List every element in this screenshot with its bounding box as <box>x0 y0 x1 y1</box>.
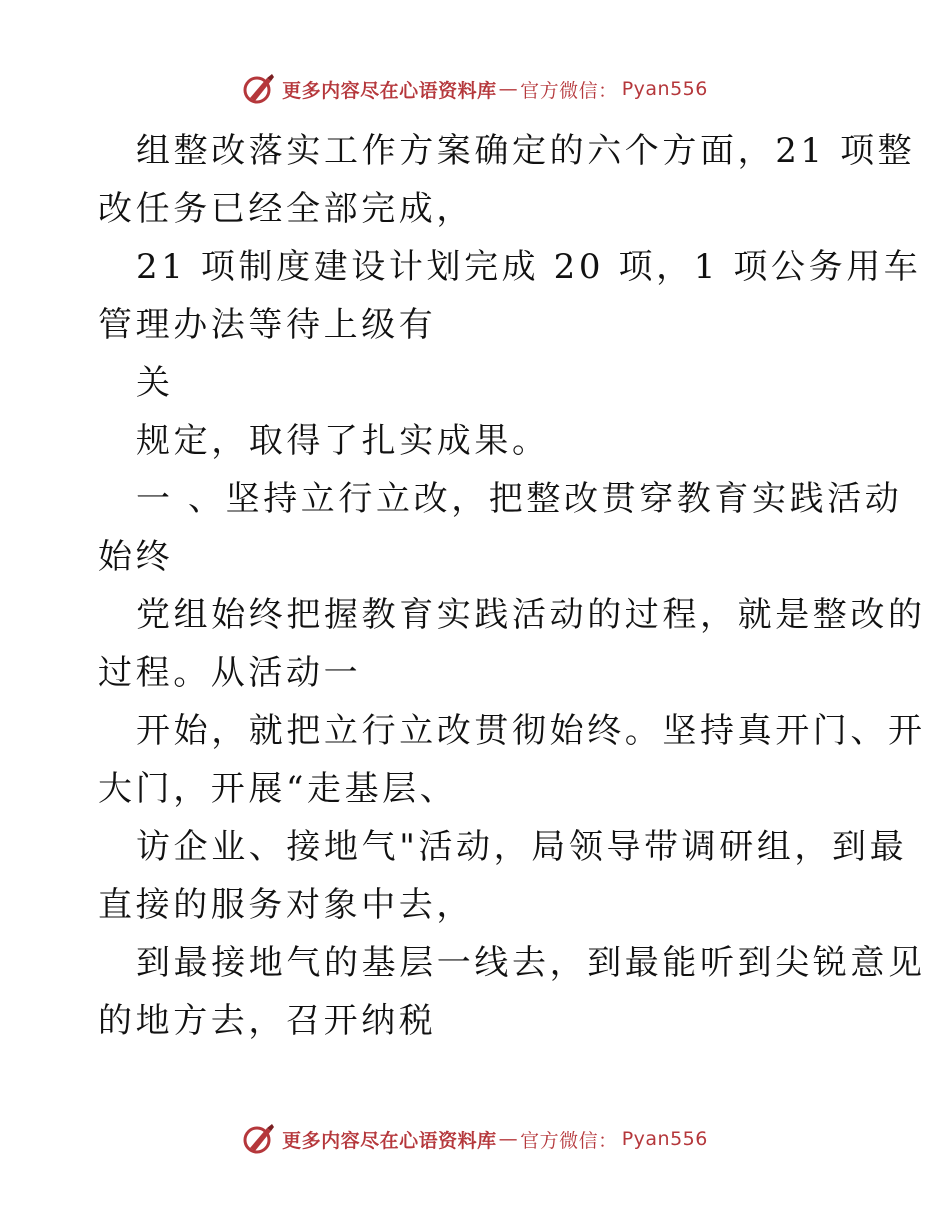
text-line: 访企业、接地气"活动，局领导带调研组，到最 <box>136 827 908 867</box>
paragraph <box>98 122 916 238</box>
paragraph <box>98 934 926 1050</box>
text-line: 一 、坚持立行立改，把整改贯穿教育实践活动 <box>136 479 903 519</box>
banner-subtitle: 官方微信： <box>520 1129 618 1152</box>
document-body <box>98 122 926 1050</box>
footer-watermark-banner <box>0 1122 950 1156</box>
text-line: 组整改落实工作方案确定的六个方面，21 项整 <box>136 131 916 171</box>
text-line: 的地方去，召开纳税 <box>98 1001 437 1041</box>
banner-subtitle: 官方微信： <box>520 79 618 102</box>
banner-wechat-id: Pyan556 <box>621 78 708 100</box>
paragraph <box>98 238 922 354</box>
paragraph <box>98 702 926 818</box>
banner-dash: — <box>498 1128 519 1150</box>
text-line: 改任务已经全部完成， <box>98 189 474 229</box>
section-heading <box>98 470 903 586</box>
text-line: 21 项制度建设计划完成 20 项，1 项公务用车 <box>136 247 922 287</box>
text-line: 到最接地气的基层一线去，到最能听到尖锐意见 <box>136 943 926 983</box>
text-line: 规定，取得了扎实成果。 <box>136 421 550 461</box>
text-line: 开始，就把立行立改贯彻始终。坚持真开门、开 <box>136 711 926 751</box>
banner-wechat-id: Pyan556 <box>621 1128 708 1150</box>
banner-dash: — <box>498 78 519 100</box>
text-line: 过程。从活动一 <box>98 653 362 693</box>
text-line: 始终 <box>98 537 174 577</box>
text-line: 直接的服务对象中去， <box>98 885 474 925</box>
pen-logo-icon <box>242 1122 276 1156</box>
banner-title: 更多内容尽在心语资料库 <box>282 79 497 102</box>
paragraph <box>98 818 908 934</box>
paragraph <box>98 586 926 702</box>
text-line: 大门，开展“走基层、 <box>98 769 458 809</box>
paragraph <box>98 412 858 470</box>
text-line: 关 <box>136 363 174 403</box>
banner-title: 更多内容尽在心语资料库 <box>282 1129 497 1152</box>
header-watermark-banner <box>0 72 950 106</box>
pen-logo-icon <box>242 72 276 106</box>
text-line: 党组始终把握教育实践活动的过程，就是整改的 <box>136 595 926 635</box>
paragraph <box>98 354 858 412</box>
text-line: 管理办法等待上级有 <box>98 305 437 345</box>
